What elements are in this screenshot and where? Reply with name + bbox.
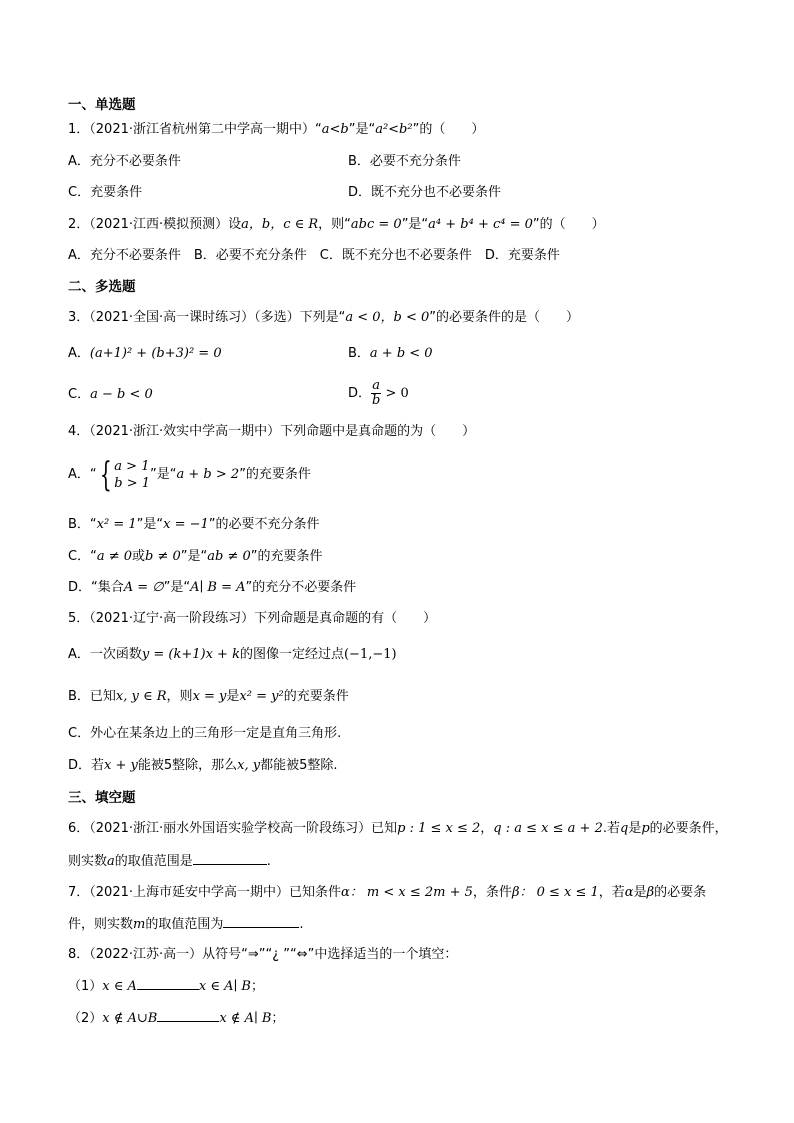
q4-c-pre: C．“: [68, 549, 97, 564]
question-8-stem: 8．（2022·江苏·高一）从符号“⇒”“¿ ”“⇔”中选择适当的一个填空：: [68, 947, 458, 962]
q1-cond1: a<b: [321, 122, 349, 137]
q6-pv: p: [641, 821, 650, 836]
q4-d-expr1: A = ∅: [123, 580, 164, 595]
left-brace-icon: {: [99, 454, 112, 495]
q4-b-post: ”的必要不充分条件: [208, 517, 320, 532]
q2-cond2: a⁴ + b⁴ + c⁴ = 0: [428, 217, 533, 232]
section-heading-fill-in: 三、填空题: [68, 790, 136, 806]
q6-mid: .若: [602, 821, 620, 836]
q4-d-expr2: A∣ B = A: [190, 580, 246, 595]
q1-stem-post: ”的（ ）: [412, 122, 485, 137]
q6-end: .: [266, 854, 271, 869]
q4-a-system: [114, 458, 150, 492]
q6-is: 是: [628, 821, 642, 836]
q4-c-or: 或: [132, 549, 146, 564]
question-2-stem: [68, 216, 605, 234]
q3-a-expr: (a+1)² + (b+3)² = 0: [89, 346, 222, 361]
q8-s2-expr1: x ∉ A∪B: [102, 1011, 158, 1026]
q5-b-vars: x, y ∈ R: [115, 689, 167, 704]
q7-is: 是: [633, 885, 647, 900]
q3-c-label: C．: [68, 387, 91, 402]
q7-beta: β: [511, 885, 520, 900]
q5-d-post: 都能被5整除.: [260, 758, 338, 773]
q3-d-rest: > 0: [381, 386, 409, 401]
q5-d-pre: D．若: [68, 758, 105, 773]
section-heading-single-choice: 一、单选题: [68, 97, 136, 113]
q4-c-mid: ”是“: [180, 549, 208, 564]
q6-line2-post: 的取值范围是: [114, 854, 193, 869]
q4-a-sys1: a > 1: [114, 458, 150, 474]
q2-vars: a，b，c ∈ R: [241, 217, 319, 232]
q2-mid2: ”是“: [401, 217, 429, 232]
q7-line2-pre: 件，则实数: [68, 917, 134, 932]
q3-option-d: [348, 377, 409, 411]
q4-option-c: [68, 548, 323, 566]
q4-d-pre: D．“集合: [68, 580, 124, 595]
q3-c-expr: a − b < 0: [90, 387, 153, 402]
q8-s1-answer-blank[interactable]: [137, 977, 199, 990]
q8-subquestion-1: [68, 977, 264, 996]
q1-option-d: D．既不充分也不必要条件: [348, 185, 502, 200]
q8-s1-expr2: x ∈ A∣ B: [198, 979, 251, 994]
q5-option-c: C．外心在某条边上的三角形一定是直角三角形.: [68, 726, 342, 741]
q4-d-post: ”的充分不必要条件: [245, 580, 357, 595]
q3-option-c: [68, 386, 153, 404]
q5-b-expr1: x = y: [192, 689, 227, 704]
q1-cond2: a²<b²: [375, 122, 413, 137]
q8-s1-expr1: x ∈ A: [102, 979, 137, 994]
q6-comma: ，: [480, 821, 494, 836]
q5-b-expr2: x² = y²: [239, 689, 284, 704]
question-7-line-2: [68, 915, 304, 934]
q7-mv: m: [133, 917, 146, 932]
q2-options: A．充分不必要条件 B．必要不充分条件 C．既不充分也不必要条件 D．充要条件: [68, 248, 560, 263]
q3-d-fraction: [371, 379, 381, 408]
q4-option-b: [68, 516, 320, 534]
section-heading-multiple-choice: 二、多选题: [68, 279, 136, 295]
question-1-stem: [68, 121, 484, 139]
question-3-stem: [68, 309, 579, 327]
q3-stem-post: ”的必要条件的是（ ）: [429, 310, 580, 325]
q5-option-a: [68, 646, 397, 664]
q6-av: a: [107, 854, 115, 869]
q6-p: p : 1 ≤ x ≤ 2: [397, 821, 481, 836]
q4-a-label: A．“: [68, 467, 97, 482]
q7-line2-post: 的取值范围为: [145, 917, 224, 932]
q5-d-vars: x, y: [237, 758, 261, 773]
q5-b-mid2: 是: [226, 689, 240, 704]
q5-a-point: (−1,−1): [343, 647, 397, 662]
q3-a-label: A．: [68, 346, 90, 361]
q7-cond2: ： 0 ≤ x ≤ 1: [519, 885, 599, 900]
q4-option-d: [68, 579, 356, 597]
question-5-stem: 5．（2021·辽宁·高一阶段练习）下列命题是真命题的有（ ）: [68, 611, 437, 626]
q7-cond1: ： m < x ≤ 2m + 5: [349, 885, 473, 900]
q3-b-expr: a + b < 0: [369, 346, 433, 361]
q4-b-mid: ”是“: [136, 517, 164, 532]
question-6-line-1: [68, 820, 728, 838]
q4-b-expr1: x² = 1: [96, 517, 137, 532]
q8-subquestion-2: [68, 1009, 284, 1028]
q7-end: .: [299, 917, 304, 932]
q5-a-expr: y = (k+1)x + k: [141, 647, 240, 662]
q4-b-expr2: x = −1: [163, 517, 209, 532]
q6-stem-pre: 6．（2021·浙江·丽水外国语实验学校高一阶段练习）已知: [68, 821, 398, 836]
q8-s2-pre: （2）: [68, 1011, 103, 1026]
q4-c-expr3: ab ≠ 0: [207, 549, 251, 564]
q4-a-sys2: b > 1: [114, 475, 151, 491]
q6-answer-blank[interactable]: [193, 852, 267, 865]
q4-d-mid: ”是“: [163, 580, 191, 595]
q8-s2-end: ；: [271, 1011, 285, 1026]
q8-s2-expr2: x ∉ A∣ B: [219, 1011, 272, 1026]
q3-d-numerator: a: [372, 378, 381, 393]
question-6-line-2: [68, 852, 271, 871]
q2-stem-post: ”的（ ）: [532, 217, 605, 232]
q7-mid2: ，若: [598, 885, 625, 900]
q1-option-b: B．必要不充分条件: [348, 154, 461, 169]
q7-mid1: ，条件: [472, 885, 512, 900]
q7-beta2: β: [646, 885, 655, 900]
q4-a-mid: ”是“: [150, 467, 177, 482]
q5-d-expr: x + y: [104, 758, 138, 773]
question-4-stem: 4．（2021·浙江·效实中学高一期中）下列命题中是真命题的为（ ）: [68, 424, 476, 439]
q8-s1-end: ；: [250, 979, 264, 994]
q1-mid: ”是“: [348, 122, 376, 137]
q2-mid1: ，则“: [318, 217, 351, 232]
question-7-line-1: [68, 884, 706, 902]
q5-b-pre: B．已知: [68, 689, 116, 704]
q6-q: q : a ≤ x ≤ a + 2: [493, 821, 603, 836]
q3-stem-pre: 3．（2021·全国·高一课时练习）（多选）下列是“: [68, 310, 346, 325]
q1-stem-pre: 1．（2021·浙江省杭州第二中学高一期中）“: [68, 122, 322, 137]
q4-c-expr2: b ≠ 0: [145, 549, 181, 564]
q4-b-pre: B．“: [68, 517, 97, 532]
q3-option-a: [68, 345, 222, 363]
q5-a-pre: A．一次函数: [68, 647, 142, 662]
q7-alpha2: α: [624, 885, 634, 900]
q8-s1-pre: （1）: [68, 979, 103, 994]
q3-cond: a < 0，b < 0: [345, 310, 430, 325]
q7-answer-blank[interactable]: [223, 915, 299, 928]
q3-b-label: B．: [348, 346, 370, 361]
q5-option-d: [68, 757, 338, 775]
q4-a-post: ”的充要条件: [239, 467, 311, 482]
q4-option-a: [68, 454, 311, 496]
q6-line2-pre: 则实数: [68, 854, 108, 869]
q5-b-post: 的充要条件: [283, 689, 349, 704]
q4-c-post: ”的充要条件: [250, 549, 323, 564]
q1-option-c: C．充要条件: [68, 185, 143, 200]
q5-option-b: [68, 688, 349, 706]
q7-stem-pre: 7．（2021·上海市延安中学高一期中）已知条件: [68, 885, 341, 900]
q2-stem-pre: 2．（2021·江西·模拟预测）设: [68, 217, 242, 232]
q7-post: 的必要条: [654, 885, 707, 900]
q6-qv: q: [619, 821, 629, 836]
q5-d-mid: 能被5整除，那么: [137, 758, 238, 773]
q7-alpha: α: [341, 885, 350, 900]
q1-option-a: A．充分不必要条件: [68, 154, 181, 169]
q5-b-mid1: ，则: [166, 689, 193, 704]
q3-option-b: [348, 345, 433, 363]
q3-d-denominator: b: [372, 393, 381, 408]
q3-d-label: D．: [348, 386, 372, 401]
q6-post: 的必要条件，: [649, 821, 728, 836]
q8-s2-answer-blank[interactable]: [157, 1009, 219, 1022]
q4-a-expr: a + b > 2: [176, 467, 240, 482]
q5-a-mid: 的图像一定经过点: [239, 647, 344, 662]
q2-cond1: abc = 0: [350, 217, 402, 232]
q4-c-expr1: a ≠ 0: [96, 549, 132, 564]
